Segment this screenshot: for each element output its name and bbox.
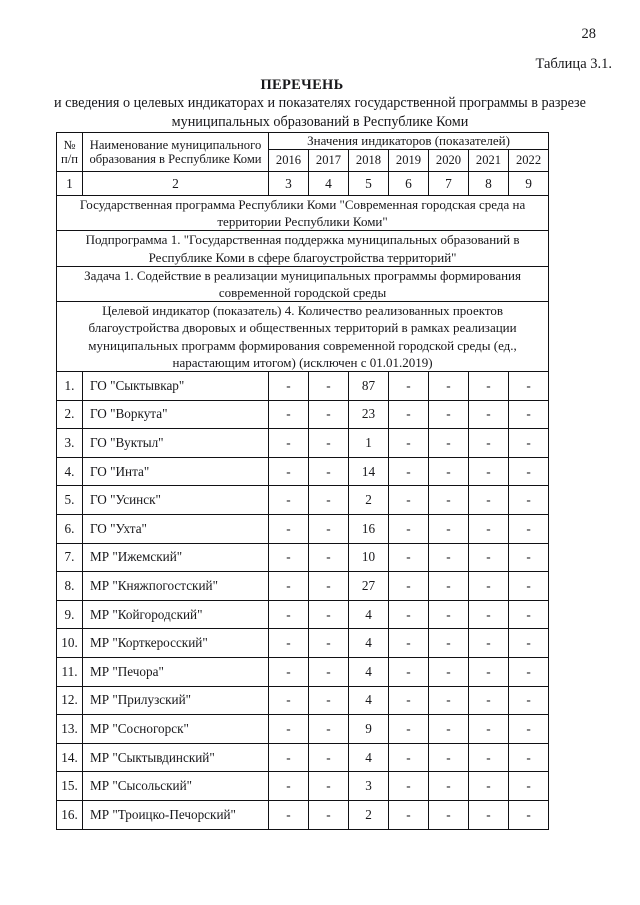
row-value-2020: - bbox=[429, 686, 469, 715]
row-value-2022: - bbox=[509, 457, 549, 486]
page-title: ПЕРЕЧЕНЬ bbox=[260, 77, 344, 93]
row-municipality-name: МР "Прилузский" bbox=[83, 686, 269, 715]
row-value-2019: - bbox=[389, 772, 429, 801]
row-municipality-name: ГО "Сыктывкар" bbox=[83, 372, 269, 401]
row-value-2018: 4 bbox=[349, 686, 389, 715]
row-value-2022: - bbox=[509, 772, 549, 801]
row-value-2019: - bbox=[389, 800, 429, 829]
row-value-2021: - bbox=[469, 686, 509, 715]
page-subtitle: и сведения о целевых индикаторах и показателях государственной программы в разрезе муниципальных образований в Республике Коми bbox=[54, 95, 586, 130]
row-value-2021: - bbox=[469, 657, 509, 686]
row-municipality-name: МР "Корткеросский" bbox=[83, 629, 269, 658]
row-number: 2. bbox=[57, 400, 83, 429]
row-value-2017: - bbox=[309, 772, 349, 801]
column-number-4: 4 bbox=[309, 172, 349, 196]
row-municipality-name: МР "Сыктывдинский" bbox=[83, 743, 269, 772]
table-row bbox=[57, 629, 549, 658]
row-value-2016: - bbox=[269, 429, 309, 458]
row-value-2021: - bbox=[469, 543, 509, 572]
row-value-2019: - bbox=[389, 629, 429, 658]
page-number: 28 bbox=[581, 26, 596, 42]
header-row-primary bbox=[57, 133, 549, 150]
row-value-2020: - bbox=[429, 400, 469, 429]
section-text-task: Задача 1. Содействие в реализации муниципальных программы формирования современной городской среды bbox=[57, 266, 549, 301]
row-value-2020: - bbox=[429, 600, 469, 629]
row-municipality-name: ГО "Воркута" bbox=[83, 400, 269, 429]
header-year-2021: 2021 bbox=[469, 150, 509, 172]
row-number: 12. bbox=[57, 686, 83, 715]
row-value-2022: - bbox=[509, 743, 549, 772]
row-municipality-name: ГО "Ухта" bbox=[83, 515, 269, 544]
header-year-2017: 2017 bbox=[309, 150, 349, 172]
row-value-2020: - bbox=[429, 515, 469, 544]
row-value-2016: - bbox=[269, 543, 309, 572]
row-value-2022: - bbox=[509, 400, 549, 429]
row-number: 14. bbox=[57, 743, 83, 772]
row-value-2021: - bbox=[469, 429, 509, 458]
row-value-2021: - bbox=[469, 743, 509, 772]
column-number-row bbox=[57, 172, 549, 196]
row-value-2018: 4 bbox=[349, 600, 389, 629]
row-value-2019: - bbox=[389, 686, 429, 715]
row-number: 6. bbox=[57, 515, 83, 544]
header-values-group: Значения индикаторов (показателей) bbox=[269, 133, 549, 150]
section-row-task bbox=[57, 266, 549, 301]
row-value-2019: - bbox=[389, 486, 429, 515]
row-value-2019: - bbox=[389, 457, 429, 486]
row-number: 8. bbox=[57, 572, 83, 601]
row-value-2022: - bbox=[509, 486, 549, 515]
row-value-2019: - bbox=[389, 572, 429, 601]
row-value-2016: - bbox=[269, 629, 309, 658]
column-number-1: 1 bbox=[57, 172, 83, 196]
row-value-2020: - bbox=[429, 457, 469, 486]
row-value-2022: - bbox=[509, 515, 549, 544]
row-municipality-name: ГО "Усинск" bbox=[83, 486, 269, 515]
row-value-2019: - bbox=[389, 515, 429, 544]
row-municipality-name: МР "Печора" bbox=[83, 657, 269, 686]
row-value-2018: 2 bbox=[349, 486, 389, 515]
table-row bbox=[57, 600, 549, 629]
row-number: 16. bbox=[57, 800, 83, 829]
section-text-indicator: Целевой индикатор (показатель) 4. Количество реализованных проектов благоустройства дворовых и общественных территорий в рамках реализации муниципальных программ формирования современной городской среды (ед., нарастающим итогом) (исключен с 01.01.2019) bbox=[57, 302, 549, 372]
row-value-2016: - bbox=[269, 657, 309, 686]
row-value-2022: - bbox=[509, 715, 549, 744]
section-text-program: Государственная программа Республики Коми "Современная городская среда на территории Республики Коми" bbox=[57, 196, 549, 231]
row-value-2020: - bbox=[429, 372, 469, 401]
row-number: 9. bbox=[57, 600, 83, 629]
row-value-2019: - bbox=[389, 429, 429, 458]
table-row bbox=[57, 715, 549, 744]
row-value-2016: - bbox=[269, 400, 309, 429]
header-num: № п/п bbox=[57, 133, 83, 172]
row-value-2020: - bbox=[429, 543, 469, 572]
table-row bbox=[57, 743, 549, 772]
row-value-2022: - bbox=[509, 657, 549, 686]
row-value-2021: - bbox=[469, 486, 509, 515]
row-value-2021: - bbox=[469, 457, 509, 486]
row-value-2018: 87 bbox=[349, 372, 389, 401]
row-value-2020: - bbox=[429, 572, 469, 601]
row-value-2020: - bbox=[429, 657, 469, 686]
row-value-2018: 2 bbox=[349, 800, 389, 829]
row-municipality-name: МР "Княжпогостский" bbox=[83, 572, 269, 601]
row-value-2020: - bbox=[429, 715, 469, 744]
row-value-2019: - bbox=[389, 543, 429, 572]
section-row-program bbox=[57, 196, 549, 231]
table-row bbox=[57, 515, 549, 544]
row-value-2021: - bbox=[469, 400, 509, 429]
row-value-2021: - bbox=[469, 629, 509, 658]
row-value-2021: - bbox=[469, 600, 509, 629]
table-row bbox=[57, 400, 549, 429]
row-value-2016: - bbox=[269, 800, 309, 829]
row-value-2017: - bbox=[309, 600, 349, 629]
header-year-2019: 2019 bbox=[389, 150, 429, 172]
row-municipality-name: МР "Сысольский" bbox=[83, 772, 269, 801]
row-value-2018: 1 bbox=[349, 429, 389, 458]
table-row bbox=[57, 800, 549, 829]
row-number: 11. bbox=[57, 657, 83, 686]
row-value-2017: - bbox=[309, 429, 349, 458]
header-year-2016: 2016 bbox=[269, 150, 309, 172]
row-value-2020: - bbox=[429, 629, 469, 658]
row-value-2020: - bbox=[429, 772, 469, 801]
header-year-2018: 2018 bbox=[349, 150, 389, 172]
row-value-2019: - bbox=[389, 743, 429, 772]
row-value-2017: - bbox=[309, 629, 349, 658]
row-value-2017: - bbox=[309, 657, 349, 686]
row-value-2018: 4 bbox=[349, 629, 389, 658]
row-number: 15. bbox=[57, 772, 83, 801]
column-number-6: 6 bbox=[389, 172, 429, 196]
row-municipality-name: ГО "Вуктыл" bbox=[83, 429, 269, 458]
section-row-subprogram bbox=[57, 231, 549, 266]
row-value-2020: - bbox=[429, 743, 469, 772]
row-value-2020: - bbox=[429, 800, 469, 829]
row-value-2018: 23 bbox=[349, 400, 389, 429]
column-number-5: 5 bbox=[349, 172, 389, 196]
row-value-2022: - bbox=[509, 543, 549, 572]
row-value-2017: - bbox=[309, 743, 349, 772]
table-row bbox=[57, 543, 549, 572]
table-label: Таблица 3.1. bbox=[535, 56, 612, 72]
row-value-2016: - bbox=[269, 686, 309, 715]
row-value-2022: - bbox=[509, 372, 549, 401]
row-value-2018: 3 bbox=[349, 772, 389, 801]
column-number-7: 7 bbox=[429, 172, 469, 196]
row-value-2019: - bbox=[389, 372, 429, 401]
row-value-2018: 4 bbox=[349, 657, 389, 686]
row-value-2018: 27 bbox=[349, 572, 389, 601]
row-value-2022: - bbox=[509, 629, 549, 658]
row-value-2022: - bbox=[509, 429, 549, 458]
table-row bbox=[57, 372, 549, 401]
row-value-2017: - bbox=[309, 715, 349, 744]
row-value-2016: - bbox=[269, 572, 309, 601]
header-year-2020: 2020 bbox=[429, 150, 469, 172]
table-row bbox=[57, 572, 549, 601]
row-value-2017: - bbox=[309, 515, 349, 544]
row-municipality-name: МР "Ижемский" bbox=[83, 543, 269, 572]
table-row bbox=[57, 686, 549, 715]
row-municipality-name: МР "Сосногорск" bbox=[83, 715, 269, 744]
row-value-2016: - bbox=[269, 486, 309, 515]
row-municipality-name: МР "Троицко-Печорский" bbox=[83, 800, 269, 829]
row-number: 5. bbox=[57, 486, 83, 515]
row-value-2021: - bbox=[469, 800, 509, 829]
row-value-2017: - bbox=[309, 800, 349, 829]
row-value-2020: - bbox=[429, 486, 469, 515]
row-value-2017: - bbox=[309, 543, 349, 572]
row-value-2016: - bbox=[269, 772, 309, 801]
row-value-2017: - bbox=[309, 486, 349, 515]
row-value-2019: - bbox=[389, 715, 429, 744]
row-value-2017: - bbox=[309, 400, 349, 429]
row-value-2020: - bbox=[429, 429, 469, 458]
header-name: Наименование муниципального образования в Республике Коми bbox=[83, 133, 269, 172]
table-row bbox=[57, 457, 549, 486]
section-text-subprogram: Подпрограмма 1. "Государственная поддержка муниципальных образований в Республике Коми в сфере благоустройства территорий" bbox=[57, 231, 549, 266]
row-municipality-name: МР "Койгородский" bbox=[83, 600, 269, 629]
table-row bbox=[57, 486, 549, 515]
column-number-9: 9 bbox=[509, 172, 549, 196]
row-value-2016: - bbox=[269, 743, 309, 772]
row-value-2016: - bbox=[269, 600, 309, 629]
table-row bbox=[57, 429, 549, 458]
column-number-3: 3 bbox=[269, 172, 309, 196]
row-value-2016: - bbox=[269, 515, 309, 544]
row-value-2021: - bbox=[469, 515, 509, 544]
header-year-2022: 2022 bbox=[509, 150, 549, 172]
row-value-2022: - bbox=[509, 600, 549, 629]
row-value-2021: - bbox=[469, 572, 509, 601]
row-value-2017: - bbox=[309, 457, 349, 486]
column-number-2: 2 bbox=[83, 172, 269, 196]
row-value-2017: - bbox=[309, 686, 349, 715]
indicators-table bbox=[56, 132, 549, 830]
row-number: 1. bbox=[57, 372, 83, 401]
row-value-2016: - bbox=[269, 715, 309, 744]
row-value-2016: - bbox=[269, 457, 309, 486]
row-number: 10. bbox=[57, 629, 83, 658]
column-number-8: 8 bbox=[469, 172, 509, 196]
row-number: 7. bbox=[57, 543, 83, 572]
row-value-2022: - bbox=[509, 686, 549, 715]
row-value-2018: 14 bbox=[349, 457, 389, 486]
row-value-2022: - bbox=[509, 800, 549, 829]
row-value-2018: 9 bbox=[349, 715, 389, 744]
table-row bbox=[57, 657, 549, 686]
row-value-2016: - bbox=[269, 372, 309, 401]
row-value-2019: - bbox=[389, 657, 429, 686]
row-value-2019: - bbox=[389, 400, 429, 429]
row-value-2021: - bbox=[469, 372, 509, 401]
table-row bbox=[57, 772, 549, 801]
row-value-2018: 4 bbox=[349, 743, 389, 772]
row-value-2021: - bbox=[469, 715, 509, 744]
row-number: 4. bbox=[57, 457, 83, 486]
row-value-2017: - bbox=[309, 572, 349, 601]
row-municipality-name: ГО "Инта" bbox=[83, 457, 269, 486]
section-row-indicator bbox=[57, 302, 549, 372]
row-number: 3. bbox=[57, 429, 83, 458]
row-value-2017: - bbox=[309, 372, 349, 401]
row-value-2018: 16 bbox=[349, 515, 389, 544]
row-number: 13. bbox=[57, 715, 83, 744]
row-value-2019: - bbox=[389, 600, 429, 629]
row-value-2022: - bbox=[509, 572, 549, 601]
row-value-2021: - bbox=[469, 772, 509, 801]
row-value-2018: 10 bbox=[349, 543, 389, 572]
